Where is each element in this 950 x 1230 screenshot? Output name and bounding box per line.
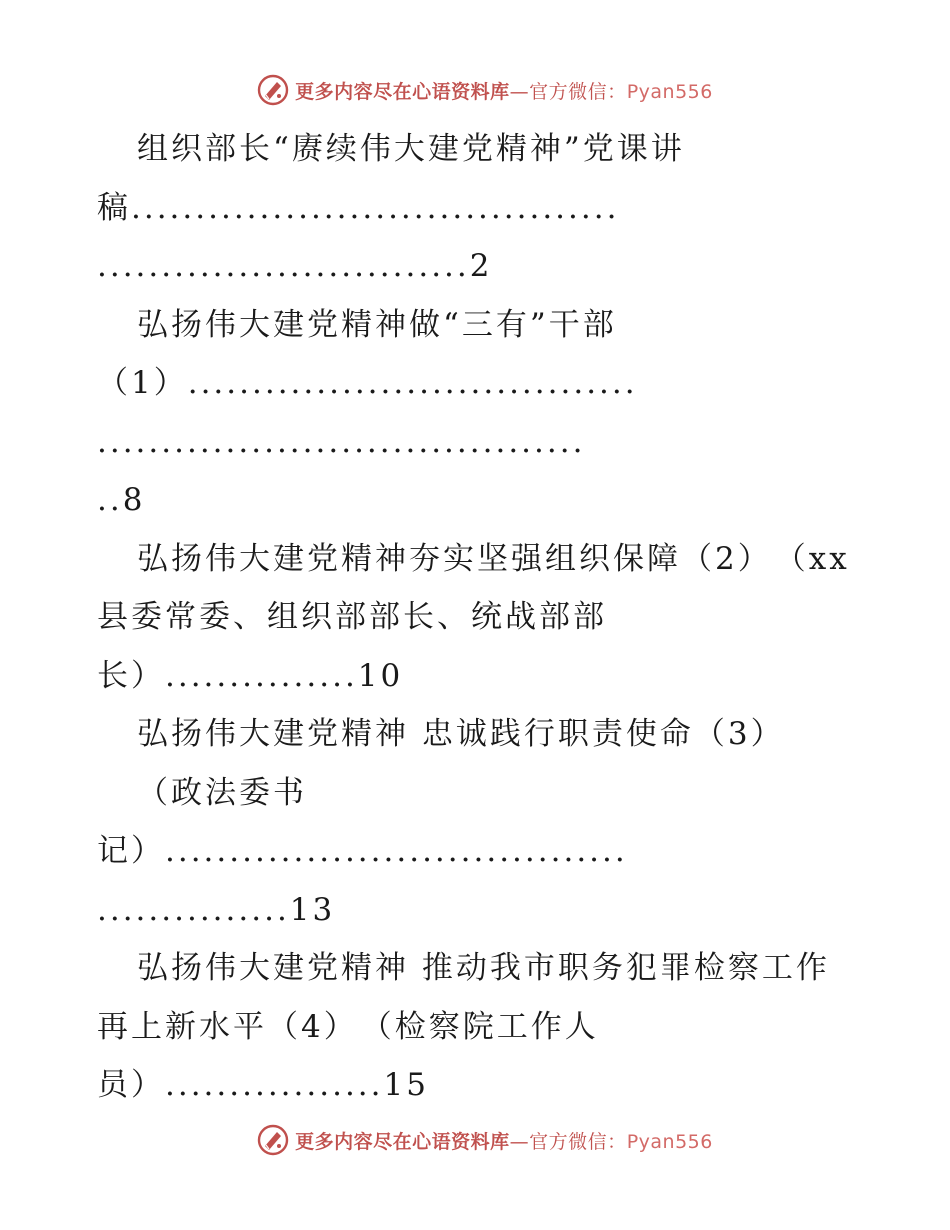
toc-entry-line: ..8 [97, 482, 146, 518]
toc-entry-line: 弘扬伟大建党精神 推动我市职务犯罪检察工作 [137, 950, 830, 986]
toc-entry[interactable] [97, 120, 857, 296]
toc-entry-line: （1）................................... [97, 365, 638, 401]
watermark-dash: — [509, 80, 530, 103]
footer-watermark-inner [257, 1124, 713, 1156]
toc-entry[interactable] [97, 939, 857, 1115]
toc-entry-line: 记）.................................... [97, 833, 628, 869]
pen-logo-icon [257, 74, 289, 106]
watermark-official-label: 官方微信： [529, 80, 627, 103]
toc-entry-line: .............................2 [97, 248, 493, 284]
toc-entry[interactable] [97, 530, 857, 706]
watermark-text [295, 77, 713, 104]
watermark-text [295, 1127, 713, 1154]
header-watermark-inner [257, 74, 713, 106]
toc-entry-line: （政法委书 [137, 774, 307, 811]
toc-entry-line: 弘扬伟大建党精神 忠诚践行职责使命（3） [137, 716, 785, 752]
toc-entry-line: 长）...............10 [97, 657, 404, 694]
table-of-contents [97, 120, 857, 1115]
watermark-official-label: 官方微信： [529, 1130, 627, 1153]
toc-entry-line: 员）.................15 [97, 1067, 429, 1103]
toc-entry-line: 县委常委、组织部部长、统战部部 [97, 599, 607, 635]
toc-entry-line: 组织部长“赓续伟大建党精神”党课讲 [137, 131, 685, 167]
pen-logo-icon [257, 1124, 289, 1156]
toc-entry-line: 再上新水平（4） （检察院工作人 [97, 1008, 599, 1045]
toc-entry-line: 弘扬伟大建党精神夯实坚强组织保障（2） （xx [137, 540, 850, 577]
watermark-brand: 更多内容尽在心语资料库 [295, 80, 510, 103]
toc-entry-line: ...................................... [97, 423, 586, 460]
toc-entry-line: 弘扬伟大建党精神做“三有”干部 [137, 306, 617, 343]
toc-entry[interactable] [97, 296, 857, 530]
toc-entry[interactable] [97, 705, 857, 939]
watermark-dash: — [509, 1130, 530, 1153]
header-watermark [0, 70, 950, 110]
footer-watermark [0, 1120, 950, 1160]
toc-entry-line: 稿...................................... [97, 189, 620, 226]
toc-entry-line: ...............13 [97, 891, 336, 928]
watermark-wechat-id: Pyan556 [626, 80, 713, 103]
watermark-wechat-id: Pyan556 [626, 1130, 713, 1153]
watermark-brand: 更多内容尽在心语资料库 [295, 1130, 510, 1153]
